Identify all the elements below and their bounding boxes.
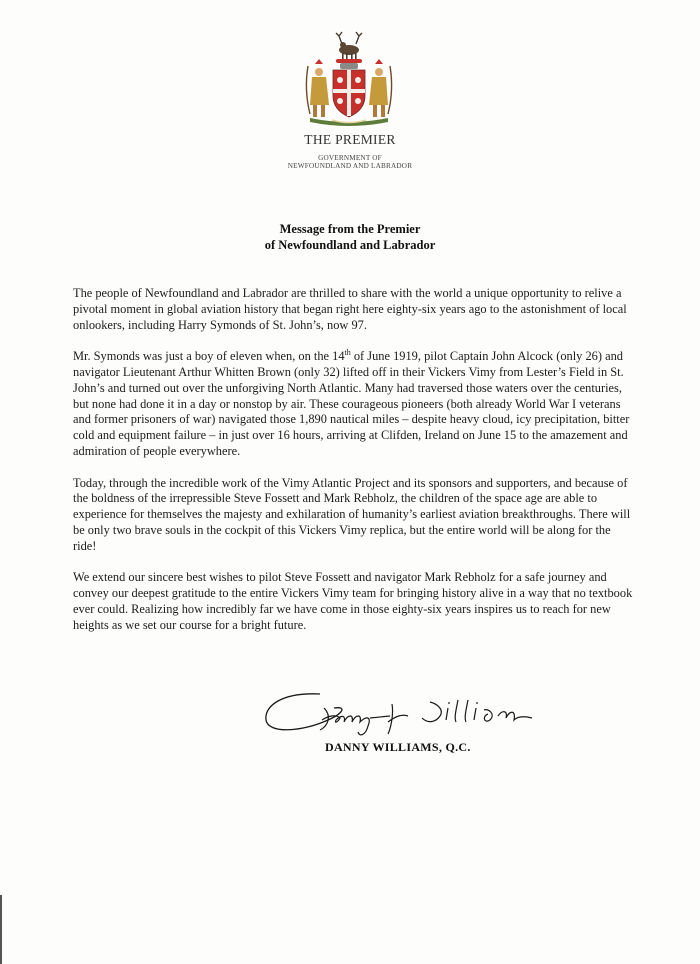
letterhead-title: THE PREMIER: [304, 132, 396, 147]
paragraph-2-start: Mr. Symonds was just a boy of eleven when, on the 14: [73, 349, 345, 364]
message-heading-line1: Message from the Premier: [279, 222, 421, 236]
paragraph-2: [73, 349, 637, 460]
handwritten-signature-icon: [262, 686, 546, 746]
letter-body: [73, 286, 637, 649]
letterhead-government-line: GOVERNMENT OF: [318, 154, 382, 162]
paragraph-4: We extend our sincere best wishes to pilot Steve Fossett and navigator Mark Rebholz for a safe journey and convey our deepest gratitude to the entire Vickers Vimy team for bringing history alive in a way that no textbook ever could. Realizing how incredibly far we have come in those eighty-six years inspires us to reach for new heights as we set our course for a bright future.: [73, 570, 633, 632]
ordinal-superscript: th: [344, 348, 351, 358]
paragraph-1: The people of Newfoundland and Labrador are thrilled to share with the world a unique opportunity to relive a pivotal moment in global aviation history that began right here eighty-six years ago to the astonishment of local onlookers, including Harry Symonds of St. John’s, now 97.: [73, 286, 627, 332]
signer-name: DANNY WILLIAMS, Q.C.: [325, 740, 471, 754]
message-heading-line2: of Newfoundland and Labrador: [264, 238, 436, 252]
scan-edge-mark: [0, 895, 2, 964]
paragraph-2-rest: of June 1919, pilot Captain John Alcock (only 26) and navigator Lieutenant Arthur Whitten Brown (only 32) lifted off in their Vickers Vimy from Lester’s Field in St. John’s and turned out over the unforgiving North Atlantic. Many had traversed those waters over the centuries, but none had done it in a day or nonstop by air. These courageous pioneers (both already World War I veterans and former prisoners of war) navigated those 1,890 nautical miles – despite heavy cloud, icy precipitation, bitter cold and equipment failure – in just over 16 hours, arriving at Clifden, Ireland on June 15 to the amazement and admiration of people everywhere.: [73, 349, 630, 458]
letterhead-province-line: NEWFOUNDLAND AND LABRADOR: [287, 162, 413, 170]
coat-of-arms-icon: [302, 30, 396, 130]
paragraph-3: Today, through the incredible work of the Vimy Atlantic Project and its sponsors and supporters, and because of the boldness of the irrepressible Steve Fossett and Mark Rebholz, the children of the space age are able to experience for themselves the majesty and exhilaration of humanity’s earliest aviation breakthroughs. There will be only two brave souls in the cockpit of this Vickers Vimy replica, but the entire world will be along for the ride!: [73, 475, 631, 553]
message-heading: [0, 221, 700, 253]
